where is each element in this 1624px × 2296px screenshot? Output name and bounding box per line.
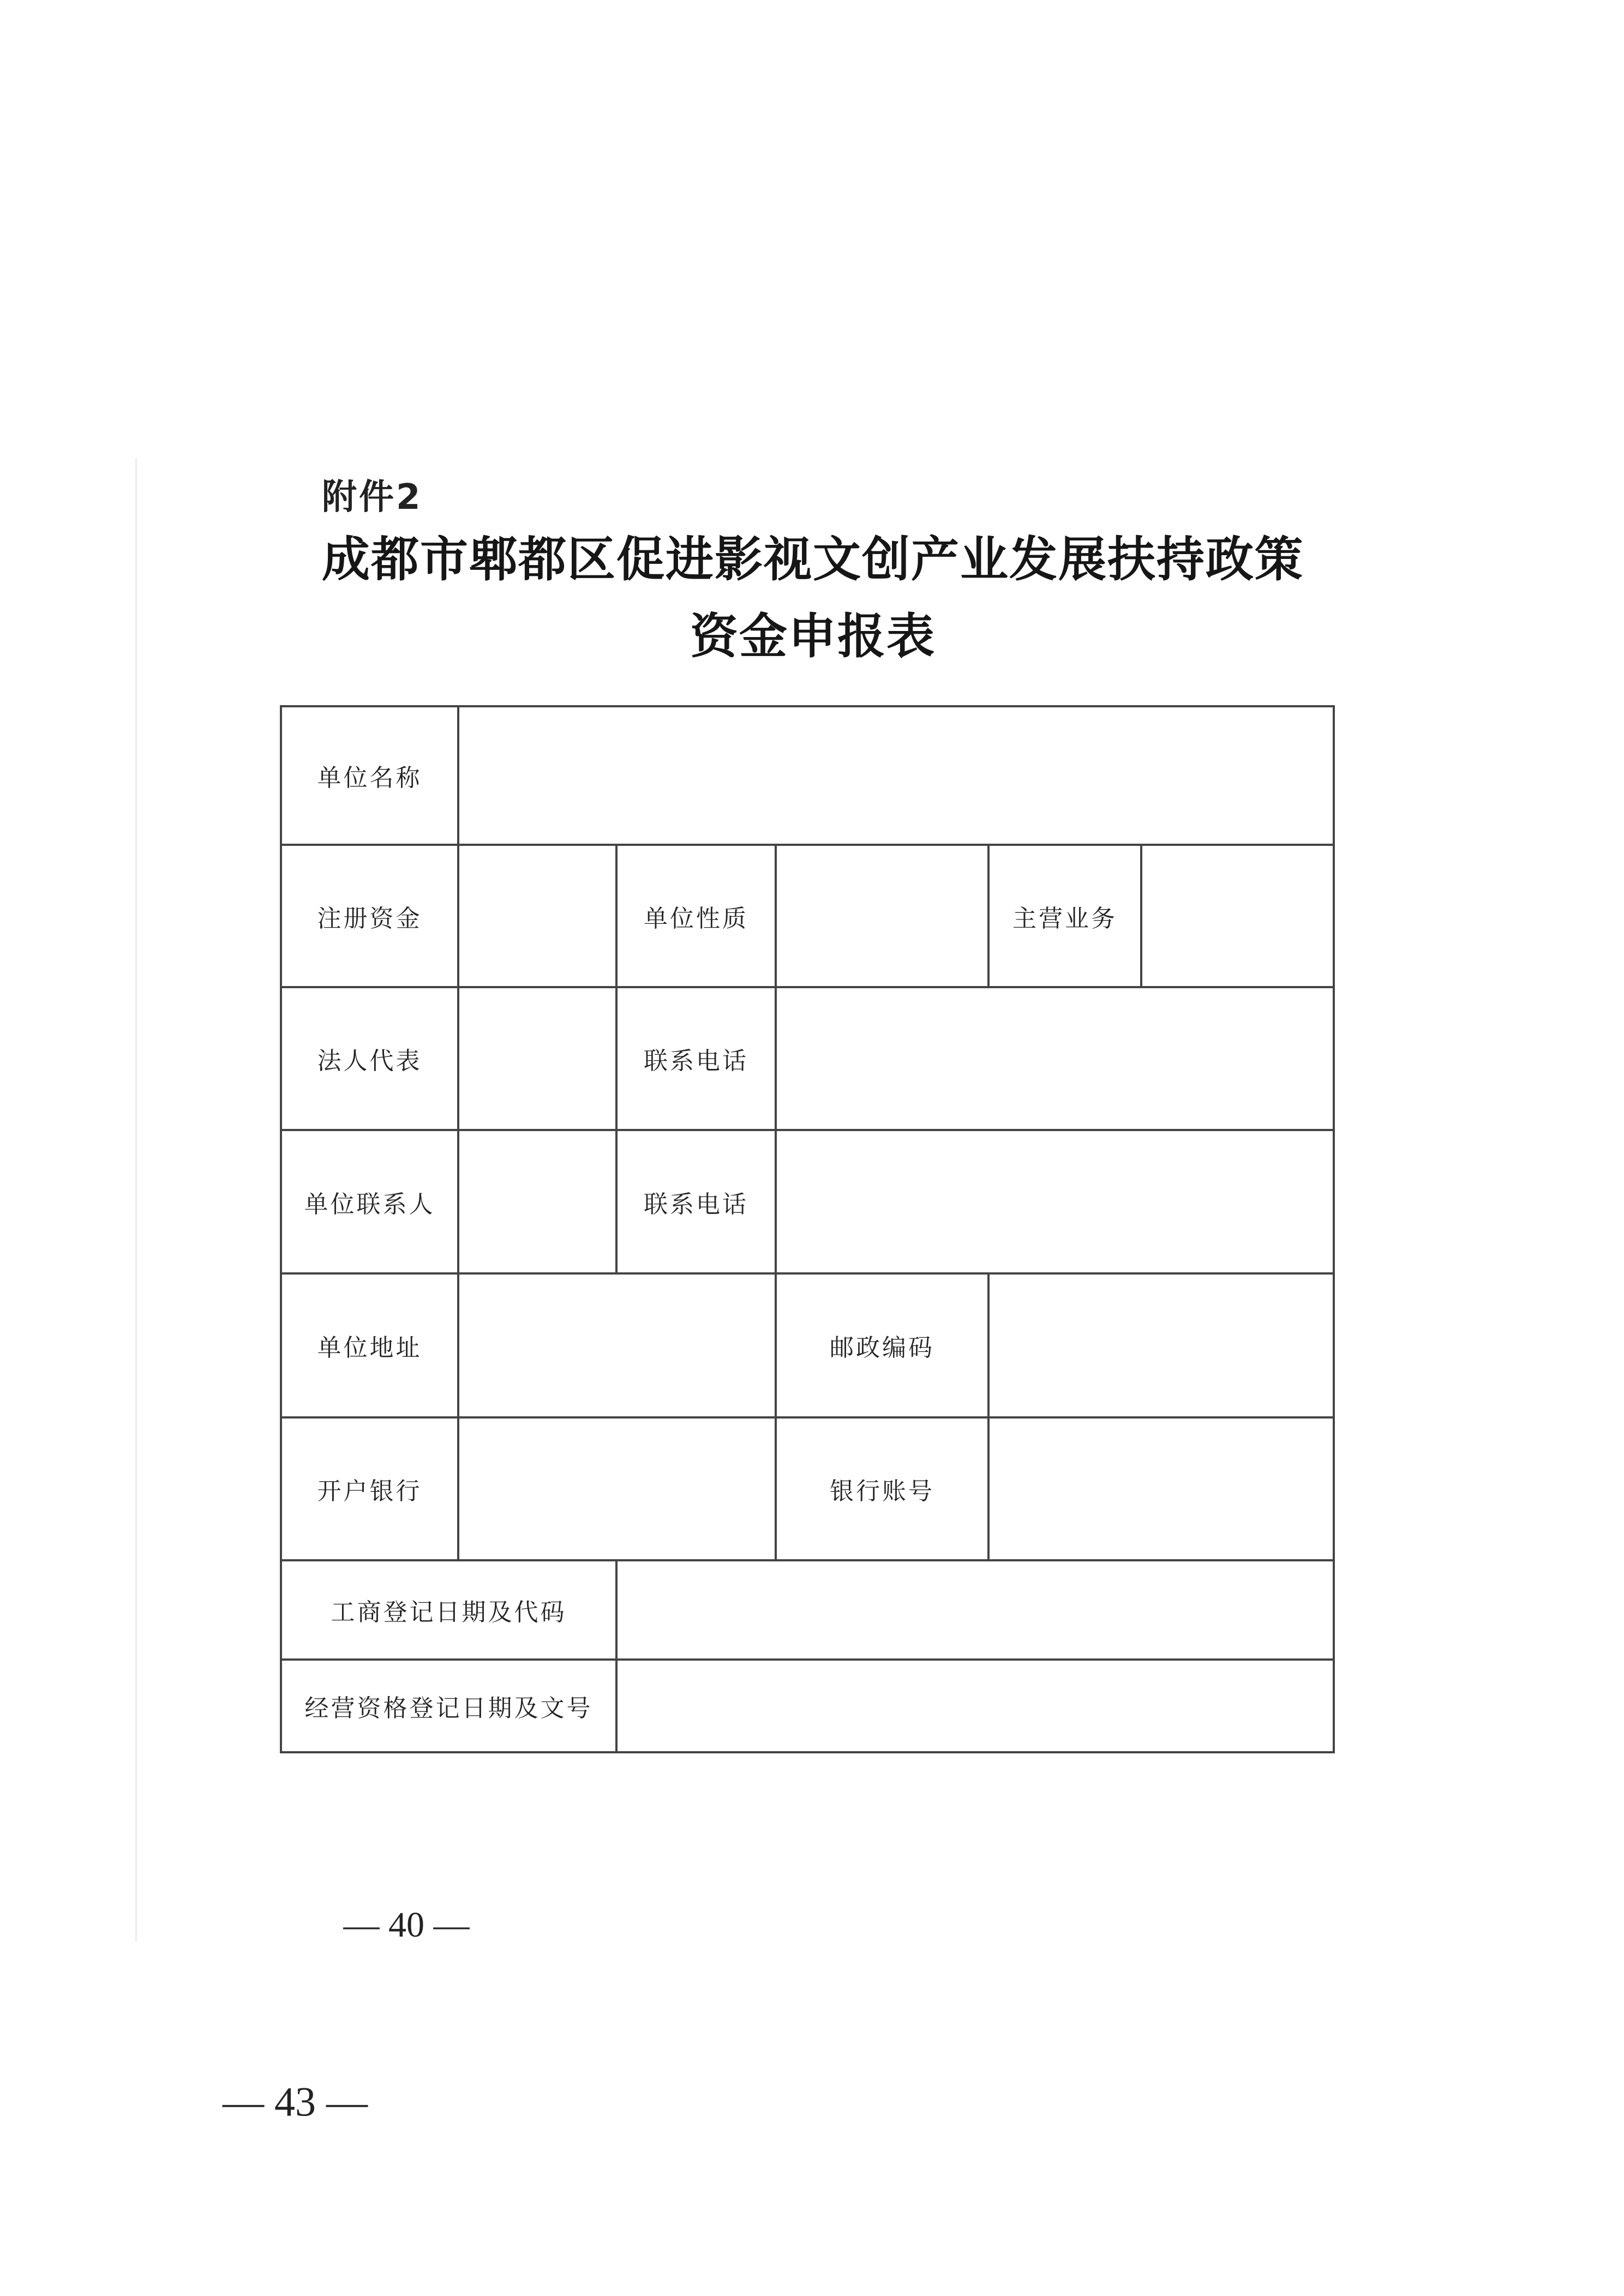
contact-person-label: 单位联系人: [281, 1130, 458, 1273]
postal-code-label: 邮政编码: [776, 1273, 988, 1417]
title-line-1: 成都市郫都区促进影视文创产业发展扶持政策: [321, 531, 1304, 587]
form-row: [281, 845, 1334, 987]
unit-nature-label: 单位性质: [616, 845, 776, 987]
form-row: [281, 1660, 1334, 1753]
form-row: [281, 706, 1334, 845]
qualification-registration-field[interactable]: [616, 1660, 1334, 1753]
unit-name-label: 单位名称: [281, 706, 458, 845]
form-row: [281, 1273, 1334, 1417]
bank-account-field[interactable]: [988, 1417, 1334, 1560]
contact-person-field[interactable]: [458, 1130, 616, 1273]
contact-phone-label: 联系电话: [616, 1130, 776, 1273]
unit-address-label: 单位地址: [281, 1273, 458, 1417]
unit-name-field[interactable]: [458, 706, 1334, 845]
bank-account-label: 银行账号: [776, 1417, 988, 1560]
bank-label: 开户银行: [281, 1417, 458, 1560]
attachment-label: 附件2: [322, 477, 423, 518]
scan-margin-line: [135, 458, 137, 1942]
outer-page-number: — 43 —: [223, 2079, 368, 2125]
contact-phone-label: 联系电话: [616, 987, 776, 1130]
legal-representative-label: 法人代表: [281, 987, 458, 1130]
main-business-label: 主营业务: [988, 845, 1141, 987]
document-title: [305, 521, 1320, 675]
registered-capital-label: 注册资金: [281, 845, 458, 987]
application-form-table: [280, 705, 1335, 1753]
form-row: [281, 1560, 1334, 1660]
unit-address-field[interactable]: [458, 1273, 776, 1417]
main-business-field[interactable]: [1141, 845, 1334, 987]
form-row: [281, 1417, 1334, 1560]
title-line-2: 资金申报表: [690, 607, 936, 664]
contact-phone-field[interactable]: [776, 987, 1334, 1130]
qualification-registration-label: 经营资格登记日期及文号: [281, 1660, 616, 1753]
business-registration-field[interactable]: [616, 1560, 1334, 1660]
bank-field[interactable]: [458, 1417, 776, 1560]
inner-page-number: — 40 —: [343, 1905, 470, 1945]
registered-capital-field[interactable]: [458, 845, 616, 987]
form-row: [281, 987, 1334, 1130]
postal-code-field[interactable]: [988, 1273, 1334, 1417]
unit-nature-field[interactable]: [776, 845, 988, 987]
form-row: [281, 1130, 1334, 1273]
legal-representative-field[interactable]: [458, 987, 616, 1130]
contact-phone-field[interactable]: [776, 1130, 1334, 1273]
business-registration-label: 工商登记日期及代码: [281, 1560, 616, 1660]
